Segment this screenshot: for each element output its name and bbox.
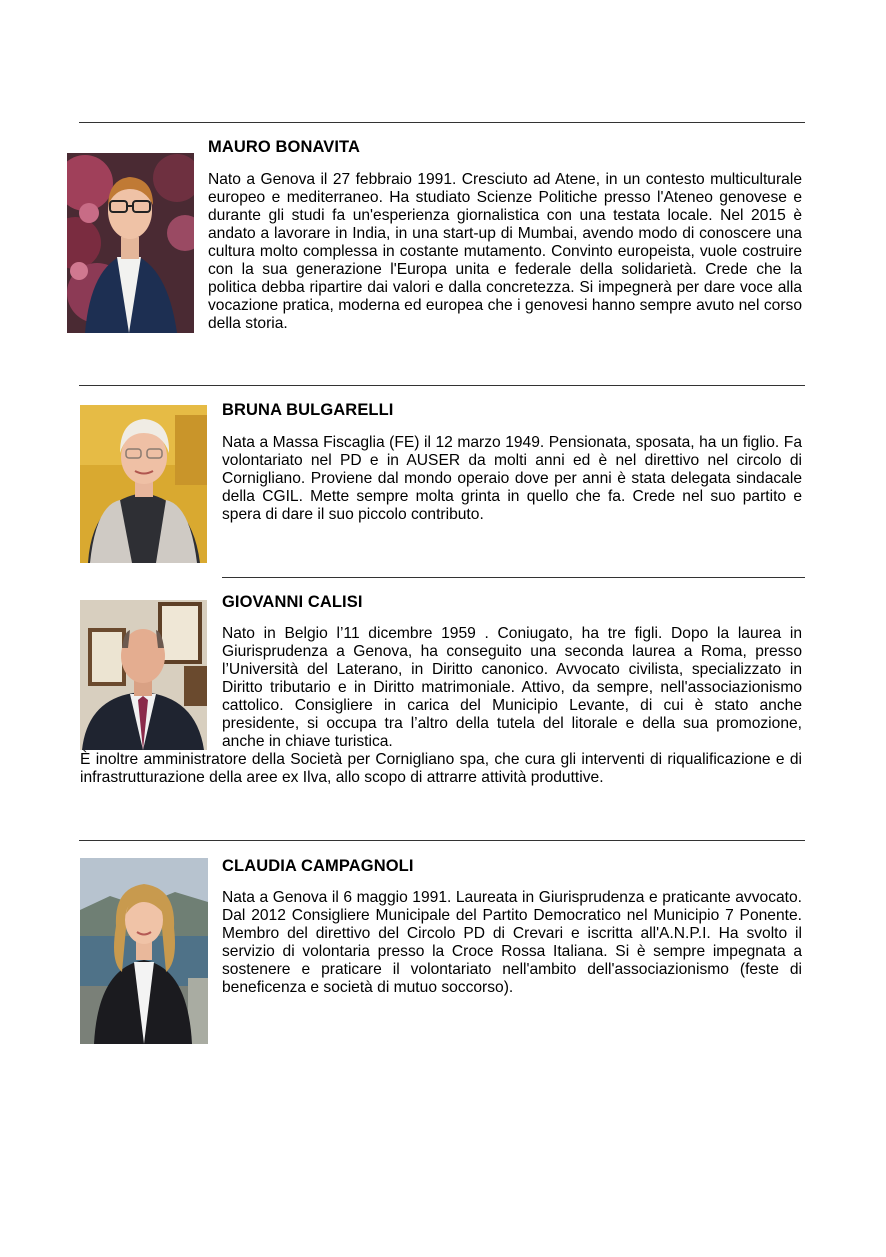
candidate-photo — [80, 858, 208, 1044]
candidate-bio: Nata a Genova il 6 maggio 1991. Laureata in Giurisprudenza e praticante avvocato. Dal 2012 Consigliere Municipale del Partito Democratico nel Municipio 7 Ponente. Membro del direttivo del Circolo PD di Crevari e iscritta all'A.N.P.I. Ha svolto il servizio di volontaria presso la Croce Rossa Italiana. Si è sempre impegnata a sostenere e praticare il volontariato nell'ambito dell'associazionismo (feste di beneficenza e società di mutuo soccorso). — [222, 889, 802, 996]
candidate-photo — [67, 153, 194, 333]
candidate-bio-continued: È inoltre amministratore della Società per Cornigliano spa, che cura gli interventi di riqualificazione e di infrastrutturazione della aree ex Ilva, allo scopo di attrarre attività produttive. — [80, 751, 802, 786]
candidate-name: BRUNA BULGARELLI — [222, 401, 394, 419]
divider — [79, 840, 805, 841]
divider — [79, 385, 805, 386]
divider — [222, 577, 805, 578]
candidate-bio: Nato a Genova il 27 febbraio 1991. Cresciuto ad Atene, in un contesto multiculturale europeo e mediterraneo. Ha studiato Scienze Politiche presso l'Ateneo genovese e durante gli studi fa un'esperienza giornalistica con una testata locale. Nel 2015 è andato a lavorare in India, in una start-up di Mumbai, avendo modo di conoscere una cultura molto complessa in costante mutamento. Convinto europeista, vuole costruire con la sua generazione l'Europa unita e federale della solidarietà. Crede che la politica debba ripartire dai valori e dalla concretezza. Si impegnerà per dare voce alla vocazione pratica, moderna ed europea che i genovesi hanno sempre avuto nel corso della storia. — [208, 171, 802, 332]
candidate-photo — [80, 405, 207, 563]
candidate-name: CLAUDIA CAMPAGNOLI — [222, 857, 414, 875]
candidate-bio: Nata a Massa Fiscaglia (FE) il 12 marzo 1949. Pensionata, sposata, ha un figlio. Fa volontariato nel PD e in AUSER da molti anni ed è nel direttivo nel circolo di Cornigliano. Proviene dal mondo operaio dove per anni è stata delegata sindacale della CGIL. Mette sempre molta grinta in quello che fa. Crede nel suo partito e spera di dare il suo piccolo contributo. — [222, 434, 802, 523]
candidate-name: MAURO BONAVITA — [208, 138, 361, 156]
candidate-name: GIOVANNI CALISI — [222, 593, 363, 611]
divider — [79, 122, 805, 123]
candidate-photo — [80, 600, 207, 750]
candidate-bio: Nato in Belgio l’11 dicembre 1959 . Coniugato, ha tre figli. Dopo la laurea in Giurisprudenza a Genova, ha conseguito una seconda laurea a Roma, presso l’Università del Laterano, in Diritto canonico. Avvocato civilista, specializzato in Diritto tributario e in Diritto matrimoniale. Attivo, da sempre, nell'associazionismo cattolico. Consigliere in carica del Municipio Levante, di cui è stato anche presidente, si occupa tra l’altro della tutela del litorale e della sua promozione, anche in chiave turistica. — [222, 625, 802, 750]
